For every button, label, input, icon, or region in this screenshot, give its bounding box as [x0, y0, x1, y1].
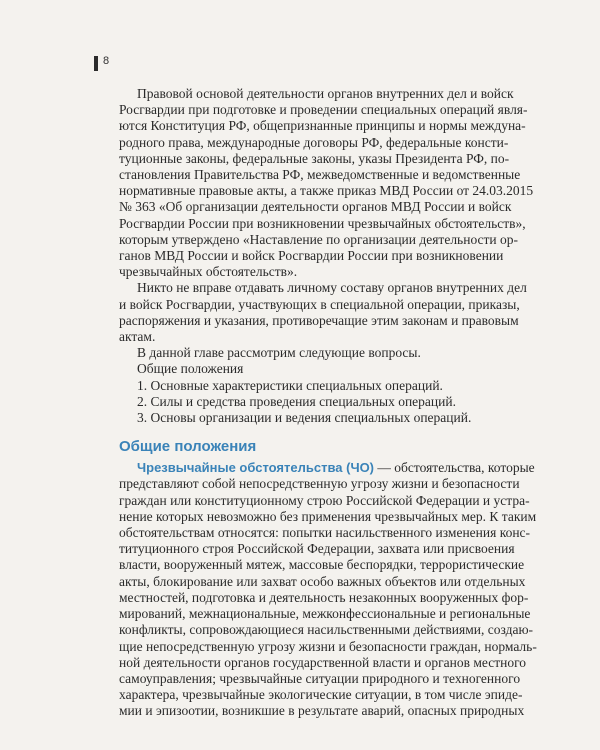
definition-paragraph-line: щие непосредственную угрозу жизни и безопасности граждан, нормаль-: [119, 638, 537, 654]
intro-paragraph-1-line: чрезвычайных обстоятельств».: [119, 264, 298, 280]
intro-paragraph-1-line: туционные законы, федеральные законы, указы Президента РФ, по-: [119, 150, 510, 166]
intro-paragraph-1-line: Правовой основой деятельности органов внутренних дел и войск: [137, 86, 514, 101]
definition-paragraph-line: нение которых невозможно без применения чрезвычайных мер. К таким: [119, 508, 537, 524]
definition-paragraph-line: местностей, подготовка и деятельность незаконных вооруженных фор-: [119, 589, 529, 605]
intro-paragraph-1-line: нормативные правовые акты, а также приказ МВД России от 24.03.2015: [119, 183, 534, 199]
chapter-questions-list: [119, 361, 511, 426]
intro-paragraph-1-line: ются Конституция РФ, общепризнанные принципы и нормы междуна-: [119, 118, 526, 134]
definition-paragraph-line: конфликты, сопровождающиеся насильственными действиями, создаю-: [119, 622, 534, 638]
page-body: [119, 86, 537, 720]
intro-paragraph-2: [119, 280, 527, 345]
definition-paragraph: [119, 460, 537, 719]
definition-paragraph-line: власти, вооруженный мятеж, массовые беспорядки, террористические: [119, 557, 525, 573]
intro-paragraph-1-line: ганов МВД России и войск Росгвардии России при возникновении: [119, 248, 504, 264]
definition-paragraph-line: мирований, межнациональные, межконфессиональные и региональные: [119, 606, 531, 622]
chapter-question-item: Общие положения: [137, 361, 244, 377]
section-heading: Общие положения: [119, 438, 257, 456]
intro-paragraph-1-line: становления Правительства РФ, межведомственные и ведомственные: [119, 167, 521, 183]
intro-paragraph-2-line: Никто не вправе отдавать личному составу органов внутренних дел: [137, 280, 527, 296]
chapter-question-item: 2. Силы и средства проведения специальных операций.: [137, 393, 456, 409]
definition-paragraph-line: титуционного строя Российской Федерации, захвата или присвоения: [119, 541, 515, 557]
intro-paragraph-1-line: № 363 «Об организации деятельности органов МВД России и войск: [119, 199, 512, 215]
definition-paragraph-line: акты, блокирование или захват особо важных объектов или отдельных: [119, 573, 526, 589]
intro-paragraph-1: [119, 86, 534, 280]
definition-first-line-text: — обстоятельства, которые: [374, 460, 535, 476]
intro-paragraph-2-line: актам.: [119, 329, 156, 345]
intro-paragraph-2-line: и войск Росгвардии, участвующих в специальной операции, приказы,: [119, 296, 520, 312]
definition-first-line: [119, 460, 535, 476]
intro-paragraph-1-line: родного права, международные договоры РФ, федеральные консти-: [119, 134, 509, 150]
page-number: 8: [103, 55, 110, 67]
chapter-question-item: 1. Основные характеристики специальных операций.: [137, 377, 443, 393]
definition-paragraph-line: мии и эпизоотии, возникшие в результате аварий, опасных природных: [119, 703, 525, 719]
intro-paragraph-1-line: Росгвардии России при возникновении чрезвычайных обстоятельств»,: [119, 215, 526, 231]
intro-paragraph-1-line: которым утверждено «Наставление по организации деятельности ор-: [119, 231, 519, 247]
definition-paragraph-line: самоуправления; чрезвычайные ситуации природного и техногенного: [119, 670, 521, 686]
definition-paragraph-line: представляют собой непосредственную угрозу жизни и безопасности: [119, 476, 520, 492]
intro-paragraph-1-line: Росгвардии при подготовке и проведении специальных операций явля-: [119, 102, 528, 118]
intro-paragraph-2-line: распоряжения и указания, противоречащие этим законам и правовым: [119, 312, 519, 328]
intro-paragraph-3: В данной главе рассмотрим следующие вопросы.: [137, 345, 421, 361]
definition-paragraph-line: обстоятельствам относятся: попытки насильственного изменения конс-: [119, 525, 531, 541]
definition-paragraph-line: граждан или конституционному строю Российской Федерации и устра-: [119, 492, 530, 508]
page-number-marker: [94, 56, 98, 71]
defined-term: Чрезвычайные обстоятельства (ЧО): [137, 460, 375, 476]
definition-paragraph-line: ной деятельности органов государственной власти и органов местного: [119, 654, 527, 670]
chapter-question-item: 3. Основы организации и ведения специальных операций.: [137, 410, 472, 426]
definition-paragraph-line: характера, чрезвычайные экологические ситуации, в том числе эпиде-: [119, 687, 523, 703]
